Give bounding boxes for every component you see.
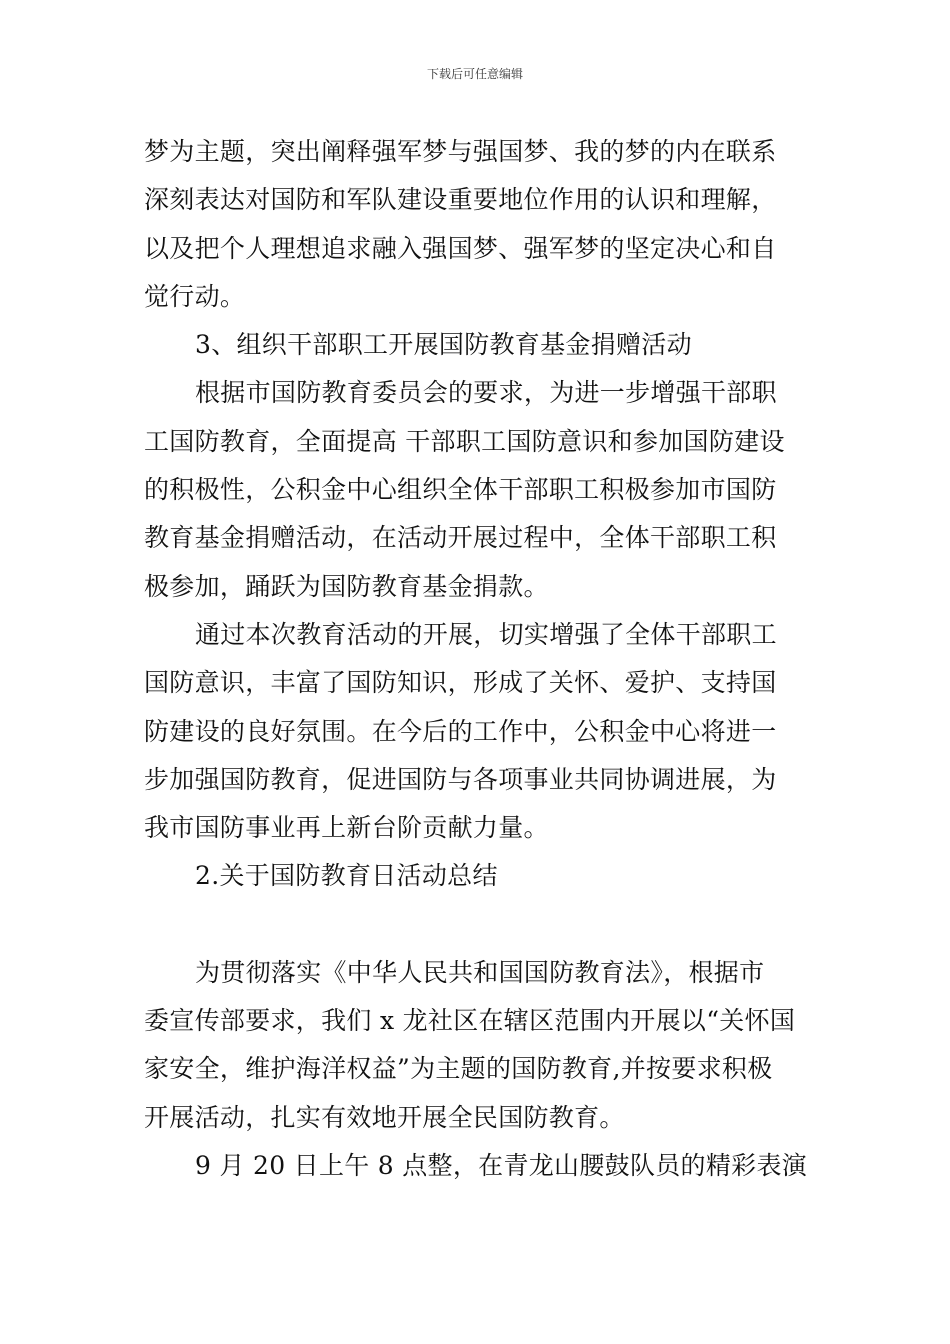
text-line: 步加强国防教育，促进国防与各项事业共同协调进展，为 (144, 764, 777, 794)
text-line: 的积极性，公积金中心组织全体干部职工积极参加市国防 (144, 475, 777, 505)
text-line: 深刻表达对国防和军队建设重要地位作用的认识和理解， (144, 185, 777, 215)
text-line: 工国防教育，全面提高 干部职工国防意识和参加国防建设 (144, 426, 785, 456)
text-line: 9 月 20 日上午 8 点整，在青龙山腰鼓队员的精彩表演 (195, 1150, 808, 1180)
text-line: 通过本次教育活动的开展，切实增强了全体干部职工 (195, 619, 777, 649)
text-line: 教育基金捐赠活动，在活动开展过程中，全体干部职工积 (144, 523, 777, 553)
document-body (144, 128, 814, 1190)
text-line: 家安全，维护海洋权益”为主题的国防教育,并按要求积极 (144, 1054, 773, 1084)
page-header: 下载后可任意编辑 (426, 67, 523, 81)
text-line: 委宣传部要求，我们 x 龙社区在辖区范围内开展以“关怀国 (144, 1006, 796, 1036)
blank-spacer (144, 901, 814, 949)
text-line: 梦为主题，突出阐释强军梦与强国梦、我的梦的内在联系 (144, 137, 777, 166)
text-line: 我市国防事业再上新台阶贡献力量。 (144, 813, 549, 843)
text-line: 觉行动。 (144, 281, 246, 311)
text-line: 为贯彻落实《中华人民共和国国防教育法》，根据市 (195, 957, 765, 987)
section-heading: 3、组织干部职工开展国防教育基金捐赠活动 (195, 330, 692, 360)
text-line: 国防意识，丰富了国防知识，形成了关怀、爱护、支持国 (144, 668, 777, 698)
section-heading: 2.关于国防教育日活动总结 (195, 861, 498, 891)
text-line: 防建设的良好氛围。在今后的工作中，公积金中心将进一 (144, 716, 777, 746)
text-line: 极参加，踊跃为国防教育基金捐款。 (144, 571, 549, 601)
text-line: 开展活动，扎实有效地开展全民国防教育。 (144, 1102, 625, 1132)
text-line: 根据市国防教育委员会的要求，为进一步增强干部职 (195, 378, 777, 408)
text-line: 以及把个人理想追求融入强国梦、强军梦的坚定决心和自 (144, 233, 777, 263)
